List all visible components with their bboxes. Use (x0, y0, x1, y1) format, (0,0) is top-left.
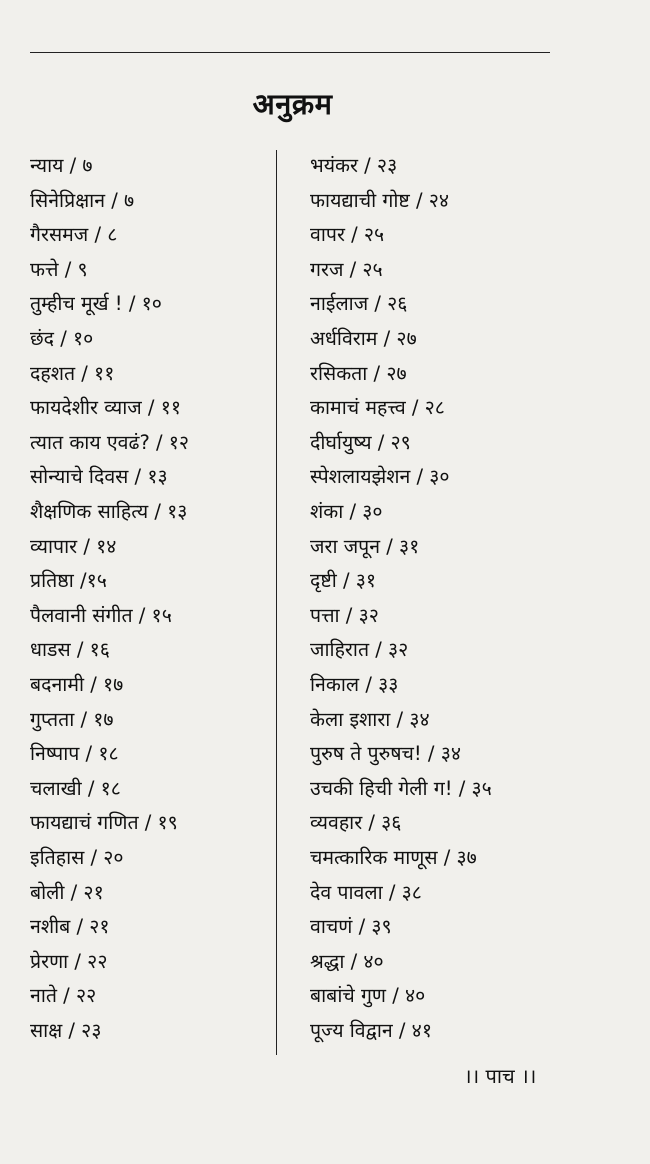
toc-entry: दृष्टी / ३१ (310, 569, 377, 593)
toc-entry: फत्ते / ९ (30, 257, 88, 281)
toc-entry: चलाखी / १८ (30, 776, 121, 800)
toc-entry: निकाल / ३३ (310, 673, 399, 696)
column-divider (276, 150, 277, 1055)
toc-entry: इतिहास / २० (30, 846, 124, 869)
page-title: अनुक्रम (252, 87, 333, 121)
toc-entry: दीर्घायुष्य / २९ (310, 430, 411, 454)
toc-entry: गैरसमज / ८ (30, 223, 118, 247)
toc-entry: धाडस / १६ (30, 638, 110, 662)
toc-entry: नाईलाज / २६ (310, 292, 408, 316)
toc-entry: स्पेशलायझेशन / ३० (310, 465, 450, 489)
toc-entry: वाचणं / ३९ (310, 915, 392, 939)
toc-entry: पूज्य विद्वान / ४१ (310, 1019, 432, 1042)
toc-entry: सिनेप्रिक्षान / ७ (30, 188, 135, 212)
toc-entry: भयंकर / २३ (310, 154, 398, 177)
toc-entry: शंका / ३० (310, 500, 383, 523)
top-rule (30, 52, 550, 53)
toc-entry: अर्धविराम / २७ (310, 327, 417, 350)
toc-entry: पुरुष ते पुरुषच! / ३४ (310, 742, 461, 766)
toc-entry: जाहिरात / ३२ (310, 638, 409, 662)
toc-entry: पत्ता / ३२ (310, 603, 379, 627)
toc-entry: नशीब / २१ (30, 915, 110, 939)
toc-entry: पैलवानी संगीत / १५ (30, 603, 172, 627)
toc-entry: फायद्याचं गणित / १९ (30, 811, 178, 835)
toc-entry: दहशत / ११ (30, 361, 115, 385)
toc-entry: शैक्षणिक साहित्य / १३ (30, 500, 188, 523)
toc-entry: साक्ष / २३ (30, 1019, 102, 1042)
toc-entry: प्रेरणा / २२ (30, 949, 108, 973)
toc-entry: कामाचं महत्त्व / २८ (310, 396, 445, 420)
toc-entry: केला इशारा / ३४ (310, 707, 430, 731)
toc-entry: छंद / १० (30, 327, 94, 350)
toc-entry: व्यापार / १४ (30, 534, 117, 558)
toc-entry: गरज / २५ (310, 257, 383, 281)
toc-entry: बाबांचे गुण / ४० (310, 984, 426, 1008)
page-number: ।। पाच ।। (464, 1064, 537, 1088)
toc-entry: देव पावला / ३८ (310, 880, 422, 904)
toc-entry: वापर / २५ (310, 223, 385, 247)
toc-entry: चमत्कारिक माणूस / ३७ (310, 846, 477, 869)
toc-entry: निष्पाप / १८ (30, 742, 119, 766)
toc-entry: जरा जपून / ३१ (310, 534, 420, 558)
toc-entry: फायदेशीर व्याज / ११ (30, 396, 181, 420)
toc-entry: बोली / २१ (30, 880, 104, 904)
toc-entry: प्रतिष्ठा /१५ (30, 569, 107, 593)
toc-entry: रसिकता / २७ (310, 361, 407, 385)
toc-entry: सोन्याचे दिवस / १३ (30, 465, 168, 489)
toc-entry: न्याय / ७ (30, 154, 93, 177)
toc-entry: नाते / २२ (30, 984, 97, 1008)
toc-entry: उचकी हिची गेली ग! / ३५ (310, 776, 492, 800)
toc-entry: फायद्याची गोष्ट / २४ (310, 188, 450, 212)
toc-entry: गुप्तता / १७ (30, 707, 114, 731)
toc-entry: श्रद्धा / ४० (310, 949, 384, 973)
toc-entry: तुम्हीच मूर्ख ! / १० (30, 292, 162, 316)
toc-entry: व्यवहार / ३६ (310, 811, 402, 835)
toc-entry: बदनामी / १७ (30, 673, 124, 696)
toc-entry: त्यात काय एवढं? / १२ (30, 430, 190, 454)
